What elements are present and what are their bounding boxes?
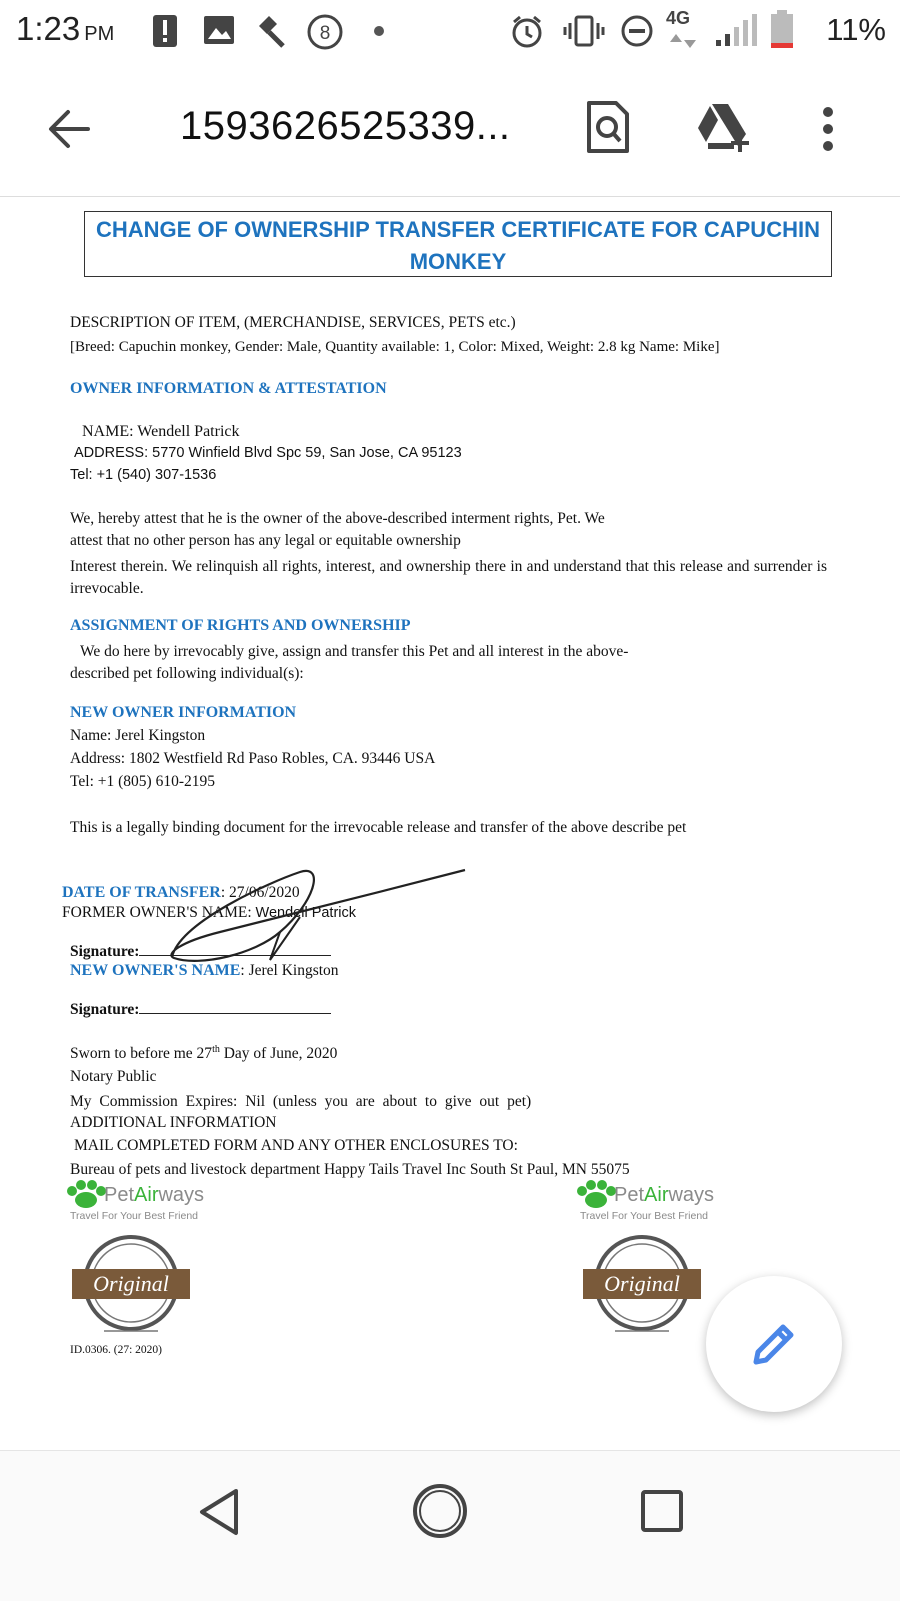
date-of-transfer: DATE OF TRANSFER: 27/06/2020 (62, 884, 300, 901)
alert-notification-icon (152, 14, 178, 48)
new-owner-tel: Tel: +1 (805) 610-2195 (70, 773, 215, 790)
file-title: 1593626525339... (180, 104, 511, 148)
attestation-line-3: Interest therein. We relinquish all rights, interest, and ownership there in and understand that this release and surrender is irrevocable. (70, 558, 827, 597)
new-owner-address: Address: 1802 Westfield Rd Paso Robles, CA. 93446 USA (70, 750, 436, 767)
nav-recents-icon[interactable] (640, 1489, 684, 1533)
new-owner-name: Name: Jerel Kingston (70, 727, 206, 744)
document-id: ID.0306. (27: 2020) (70, 1344, 162, 1356)
petairways-logo-right: PetAirways Travel For Your Best Friend (574, 1180, 754, 1224)
owner-name: NAME: Wendell Patrick (82, 423, 240, 440)
bureau-address: Bureau of pets and livestock department Happy Tails Travel Inc South St Paul, MN 55075 (70, 1161, 630, 1178)
original-stamp-left: Original (72, 1233, 190, 1333)
more-options-icon[interactable] (816, 104, 840, 154)
vibrate-icon (563, 14, 605, 48)
circled-eight-icon (306, 14, 344, 50)
additional-information: ADDITIONAL INFORMATION (70, 1114, 277, 1131)
certificate-title: CHANGE OF OWNERSHIP TRANSFER CERTIFICATE FOR CAPUCHIN MONKEY (84, 211, 832, 277)
owner-heading: OWNER INFORMATION & ATTESTATION (70, 380, 387, 397)
add-to-drive-icon[interactable] (696, 102, 754, 152)
battery-percentage: 11% (826, 12, 886, 47)
mail-to-instruction: MAIL COMPLETED FORM AND ANY OTHER ENCLOSURES TO: (74, 1137, 518, 1154)
edit-fab-button[interactable] (706, 1276, 842, 1412)
assignment-heading: ASSIGNMENT OF RIGHTS AND OWNERSHIP (70, 617, 411, 634)
tools-notification-icon (255, 14, 289, 48)
nav-home-icon[interactable] (412, 1483, 468, 1539)
more-notifications-dot-icon (374, 26, 384, 36)
app-bar (0, 62, 900, 197)
attestation-line-2: attest that no other person has any legal or equitable ownership (70, 532, 461, 549)
commission-expires: My Commission Expires: Nil (unless you are about to give out pet) (70, 1093, 532, 1110)
paw-print-icon (574, 1180, 618, 1210)
owner-tel: Tel: +1 (540) 307-1536 (70, 467, 217, 483)
notary-public: Notary Public (70, 1068, 157, 1085)
nav-back-icon[interactable] (196, 1487, 242, 1537)
battery-icon (770, 10, 794, 50)
petairways-logo-left: PetAirways Travel For Your Best Friend (64, 1180, 244, 1224)
assignment-line-2: described pet following individual(s): (70, 665, 304, 682)
former-owner-signature: Signature: (70, 943, 331, 961)
status-bar (0, 0, 900, 62)
data-arrows-icon (668, 32, 698, 50)
alarm-icon (510, 14, 544, 48)
new-owner-name-line: NEW OWNER'S NAME: Jerel Kingston (70, 962, 339, 979)
svg-text:8: 8 (319, 23, 331, 44)
image-notification-icon (203, 14, 235, 46)
network-type-label: 4G (666, 8, 691, 28)
do-not-disturb-icon (620, 14, 654, 48)
signal-strength-icon (714, 14, 760, 48)
attestation-line-1: We, hereby attest that he is the owner of the above-described interment rights, Pet. We (70, 510, 605, 527)
status-time: 1:23 PM (16, 10, 115, 47)
new-owner-heading: NEW OWNER INFORMATION (70, 704, 297, 721)
description-value: [Breed: Capuchin monkey, Gender: Male, Quantity available: 1, Color: Mixed, Weight: 2.8 kg Name: Mike] (70, 339, 720, 355)
owner-address: ADDRESS: 5770 Winfield Blvd Spc 59, San Jose, CA 95123 (74, 445, 462, 461)
original-stamp-right: Original (583, 1233, 701, 1333)
search-in-document-icon[interactable] (586, 100, 630, 154)
assignment-line-1: We do here by irrevocably give, assign and transfer this Pet and all interest in the above- (80, 643, 629, 660)
former-owner-name: FORMER OWNER'S NAME: Wendell Patrick (62, 904, 357, 921)
description-label: DESCRIPTION OF ITEM, (MERCHANDISE, SERVICES, PETS etc.) (70, 314, 516, 331)
pencil-icon (750, 1320, 798, 1368)
back-arrow-icon[interactable] (46, 106, 92, 152)
navigation-bar (0, 1450, 900, 1601)
handwritten-signature (160, 862, 472, 967)
binding-statement: This is a legally binding document for the irrevocable release and transfer of the above describe pet (70, 819, 687, 836)
document-page[interactable] (0, 197, 900, 1465)
sworn-statement: Sworn to before me 27th Day of June, 2020 (70, 1044, 338, 1063)
new-owner-signature: Signature: (70, 1001, 331, 1019)
paw-print-icon (64, 1180, 108, 1210)
